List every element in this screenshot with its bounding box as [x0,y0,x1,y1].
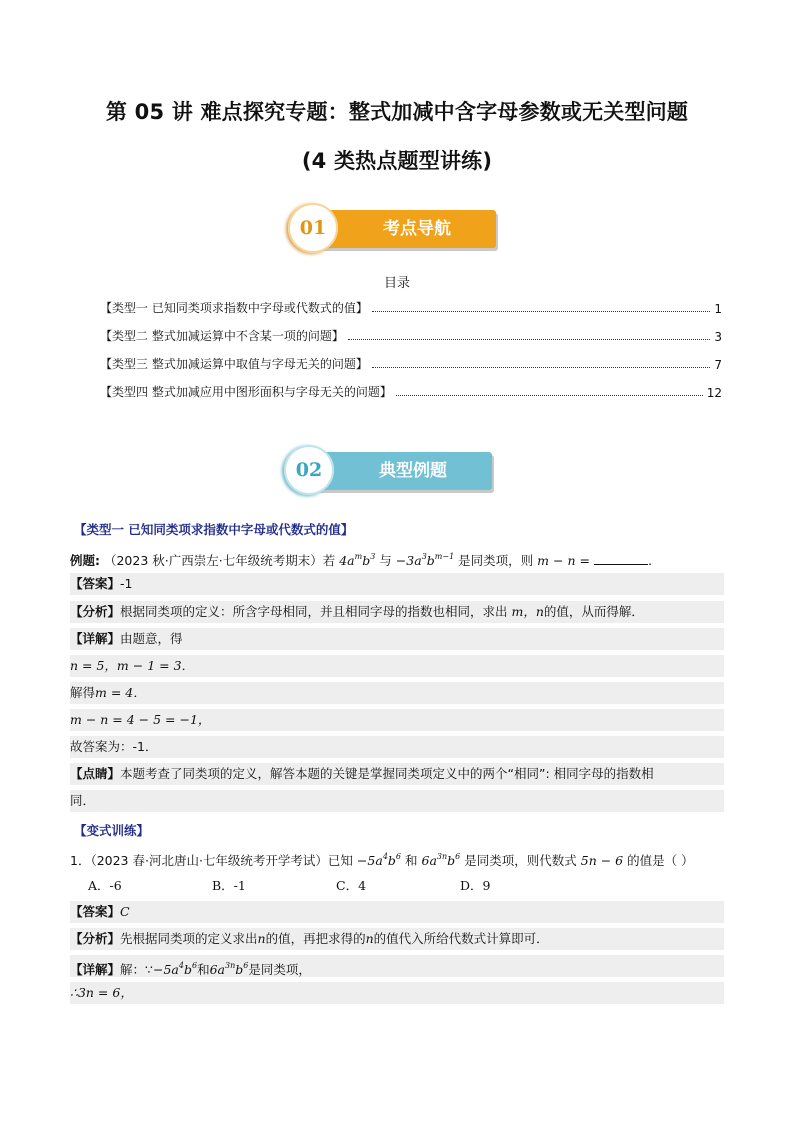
var-n: n [257,931,266,946]
q1-analysis-row [70,928,724,950]
conclusion: 故答案为：-1． [70,736,724,758]
q1-end: 的值是（ ） [627,853,694,868]
example-label: 例题: [70,553,100,568]
option-a[interactable]: A．-6 [88,878,122,893]
answer-blank [594,552,648,565]
toc-item-page: 1 [714,302,722,316]
toc-leader [348,339,711,340]
q1-term-1: $-5a^4b^6$ [356,852,402,868]
term-2: $-3a^3b^{m-1}$ [395,552,455,568]
q1-equation: ∴3n = 6， [70,982,724,1004]
detail-text: 由题意，得 [120,631,183,646]
analysis-label: 【分析】 [70,604,121,619]
toc-leader [372,367,711,368]
toc-leader [372,311,711,312]
variation-heading: 【变式训练】 [74,823,150,838]
detail-connector: 和 [197,962,210,977]
page-subtitle: (4 类热点题型讲练) [301,149,493,173]
option-d[interactable]: D．9 [460,878,491,893]
example-end: . [647,553,652,568]
comment-row [70,763,724,785]
toc-item-text: 【类型二 整式加减运算中不含某一项的问题】 [100,329,344,343]
toc-item-text: 【类型一 已知同类项求指数中字母或代数式的值】 [100,301,368,315]
toc-item-page: 12 [706,386,722,400]
page-title: 第 05 讲 难点探究专题：整式加减中含字母参数或无关型问题 [105,100,689,124]
toc-item[interactable] [100,382,722,400]
detail-term-2: $6a^{3n}b^6$ [209,961,249,977]
analysis-text: 先根据同类项的定义求出 [120,931,258,946]
example-source: （2023 秋·广西崇左·七年级统考期末）若 [103,553,336,568]
toc-item-page: 7 [714,358,722,372]
comment-row-2: 同． [70,790,724,812]
detail-label: 【详解】 [70,962,121,977]
expr-m-minus-n: m − n = [537,553,590,568]
comment-label: 【点睛】 [70,766,121,781]
option-c[interactable]: C．4 [336,878,367,893]
q1-prefix: 1．（2023 春·河北唐山·七年级统考开学考试）已知 [70,853,353,868]
detail-text-end: 是同类项， [248,962,311,977]
toc-item-text: 【类型三 整式加减运算中取值与字母无关的问题】 [100,357,368,371]
answer-row [70,573,724,595]
comment-text: 本题考查了同类项的定义，解答本题的关键是掌握同类项定义中的两个“相同”: 相同字母的指数相 [120,766,654,781]
answer-value: -1 [120,576,133,591]
detail-term-1: $-5a^4b^6$ [152,961,198,977]
analysis-label: 【分析】 [70,931,121,946]
badge-number: 01 [288,203,338,253]
analysis-text-end: 的值，从而得解． [543,604,644,619]
example-connector: 与 [379,553,392,568]
q1-options [88,876,688,894]
q1-expression: 5n − 6 [580,853,624,868]
var-n: n [365,931,374,946]
var-m-n: m，n [511,604,544,619]
equation-2 [70,682,724,704]
answer-value: C [120,904,130,919]
toc-item[interactable] [100,354,722,372]
answer-label: 【答案】 [70,904,121,919]
toc-item-page: 3 [714,330,722,344]
analysis-row [70,601,724,623]
analysis-text-2: 的值，再把求得的 [265,931,366,946]
toc-heading: 目录 [383,276,410,291]
question-1 [70,846,724,868]
badge-label: 考点导航 [383,219,451,239]
detail-label: 【详解】 [70,631,121,646]
q1-connector: 和 [405,853,418,868]
q1-answer-row [70,901,724,923]
section-badge-examples [284,445,510,497]
equation-3: m − n = 4 − 5 = −1， [70,709,724,731]
analysis-text: 根据同类项的定义：所含字母相同，并且相同字母的指数也相同，求出 [120,604,508,619]
type1-heading: 【类型一 已知同类项求指数中字母或代数式的值】 [74,522,354,537]
example-tail: 是同类项，则 [458,553,534,568]
q1-tail: 是同类项，则代数式 [464,853,577,868]
answer-label: 【答案】 [70,576,121,591]
example-question [70,546,724,568]
toc-item-text: 【类型四 整式加减应用中图形面积与字母无关的问题】 [100,385,392,399]
q1-term-2: $6a^{3n}b^6$ [421,852,461,868]
analysis-text-3: 的值代入所给代数式计算即可． [373,931,549,946]
detail-text: 解：∵ [120,962,153,977]
term-1: $4a^mb^3$ [339,552,376,568]
equation-1: n = 5，m − 1 = 3． [70,655,724,677]
detail-row [70,628,724,650]
badge-number: 02 [284,445,334,495]
toc-item[interactable] [100,298,722,316]
badge-label: 典型例题 [379,461,447,481]
option-b[interactable]: B．-1 [212,878,246,893]
eq2-prefix: 解得 [70,685,96,700]
toc-leader [396,395,703,396]
eq2-value: m = 4． [95,685,146,700]
toc-item[interactable] [100,326,722,344]
q1-detail-row [70,955,724,977]
section-badge-navigation [288,203,510,255]
